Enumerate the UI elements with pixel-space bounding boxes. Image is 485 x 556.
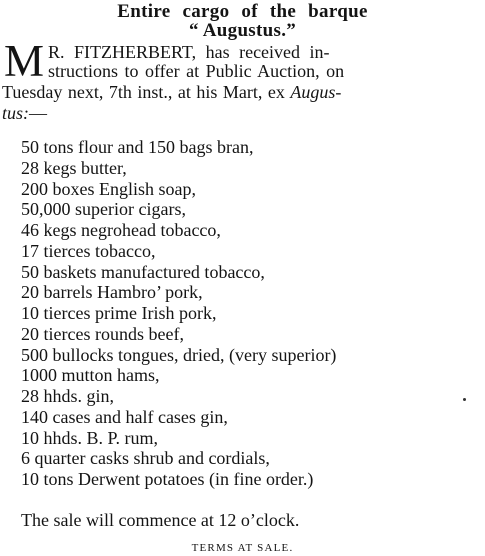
cargo-item: 50 baskets manufactured tobacco, xyxy=(21,261,265,282)
ship-name-italic-cont: tus: xyxy=(2,103,29,123)
terms-footer: TERMS AT SALE. xyxy=(191,542,294,554)
cargo-item: 17 tierces tobacco, xyxy=(21,240,156,261)
drop-cap: M xyxy=(4,36,45,86)
intro-line-2: structions to offer at Public Auction, on xyxy=(48,61,345,81)
cargo-item: 20 barrels Hambro’ pork, xyxy=(21,282,203,303)
cargo-item: 28 kegs butter, xyxy=(21,157,127,178)
intro-line-1: R. FITZHERBERT, has received in- xyxy=(48,42,330,62)
cargo-item: 500 bullocks tongues, dried, (very superior) xyxy=(21,344,337,365)
cargo-item: 1000 mutton hams, xyxy=(21,365,160,386)
intro-line-3-text: Tuesday next, 7th inst., at his Mart, ex xyxy=(2,82,291,102)
cargo-item: 10 hhds. B. P. rum, xyxy=(21,427,159,448)
cargo-item: 6 quarter casks shrub and cordials, xyxy=(21,448,270,469)
cargo-item: 50 tons flour and 150 bags bran, xyxy=(21,137,254,157)
cargo-item: 20 tierces rounds beef, xyxy=(21,323,184,344)
intro-dash: — xyxy=(29,103,47,123)
headline-ship-name: “ Augustus.” xyxy=(188,20,297,41)
cargo-item: 28 hhds. gin, xyxy=(21,386,115,406)
sale-time-notice: The sale will commence at 12 o’clock. xyxy=(21,510,300,530)
print-speck xyxy=(463,398,466,401)
ship-name-italic: Augus- xyxy=(290,82,342,102)
cargo-list xyxy=(21,137,336,490)
cargo-item: 140 cases and half cases gin, xyxy=(21,406,228,427)
cargo-item: 46 kegs negrohead tobacco, xyxy=(21,220,221,240)
cargo-item: 10 tierces prime Irish pork, xyxy=(21,303,217,323)
intro-line-3 xyxy=(2,82,341,102)
intro-line-4 xyxy=(2,103,47,123)
cargo-item: 200 boxes English soap, xyxy=(21,178,196,199)
cargo-item: 50,000 superior cigars, xyxy=(21,199,186,220)
headline: Entire cargo of the barque xyxy=(117,1,368,22)
cargo-item: 10 tons Derwent potatoes (in fine order.) xyxy=(21,469,314,489)
